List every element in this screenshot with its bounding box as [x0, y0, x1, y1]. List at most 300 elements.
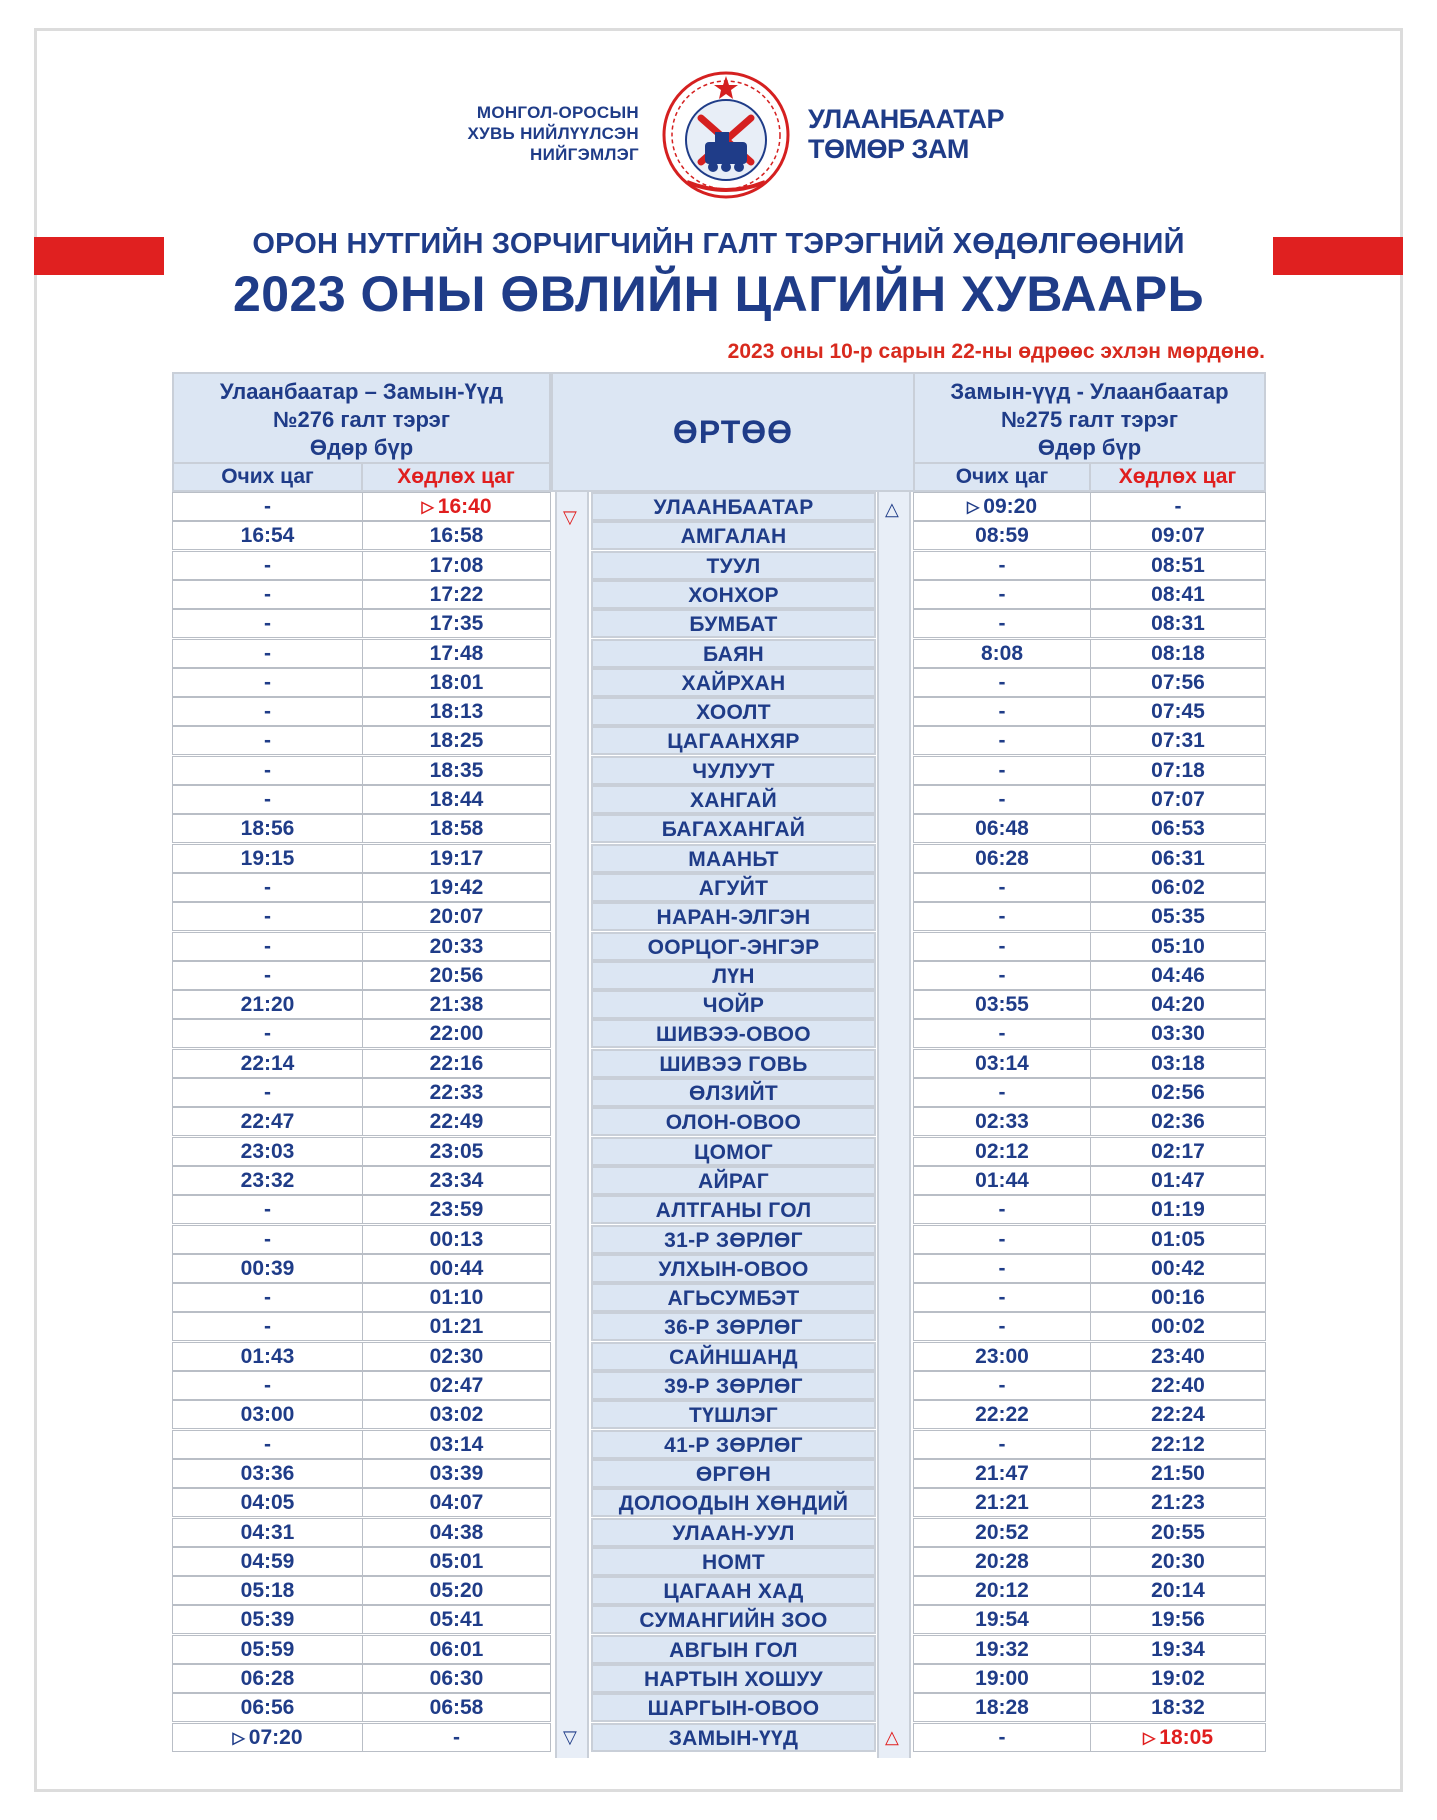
cell-text: 06:01 [429, 1637, 484, 1661]
right-depart-cell [1090, 1312, 1266, 1341]
cell-text: 02:30 [429, 1344, 484, 1368]
right-train-frequency: Өдөр бүр [1037, 435, 1142, 460]
left-depart-header: Хөдлөх цаг [361, 462, 551, 492]
right-depart-cell [1090, 726, 1266, 755]
cell-text: 22:16 [429, 1051, 484, 1075]
station-name-cell [591, 1400, 876, 1429]
cell-text: 23:03 [240, 1139, 295, 1163]
left-depart-cell [362, 756, 551, 785]
cell-text: 06:31 [1151, 846, 1205, 870]
left-depart-cell [362, 1225, 551, 1254]
cell-text: 06:58 [429, 1696, 484, 1720]
right-depart-cell [1090, 1459, 1266, 1488]
table-row [0, 1488, 1437, 1517]
right-arrive-cell [913, 873, 1091, 902]
station-name-cell [591, 1635, 876, 1664]
left-depart-cell [362, 1693, 551, 1722]
cell-text: - [998, 612, 1006, 636]
right-depart-cell [1090, 1400, 1266, 1429]
cell-text: 02:17 [1151, 1139, 1205, 1163]
cell-text: 19:17 [429, 846, 484, 870]
station-name-cell [591, 1518, 876, 1547]
left-depart-cell [362, 1518, 551, 1547]
right-depart-cell [1090, 697, 1266, 726]
table-row [0, 1576, 1437, 1605]
cell-text: 08:59 [975, 524, 1029, 548]
cell-text: ЧОЙР [702, 994, 765, 1018]
left-arrive-cell [172, 1137, 363, 1166]
cell-text: 03:30 [1151, 1022, 1205, 1046]
right-depart-cell [1090, 1225, 1266, 1254]
flag-pointer-icon: ▷ [232, 1729, 245, 1747]
right-arrive-cell [913, 1635, 1091, 1664]
cell-text: 01:21 [429, 1315, 484, 1339]
right-arrive-cell [913, 1254, 1091, 1283]
cell-text: 02:47 [429, 1374, 484, 1397]
org-right-name [808, 104, 1004, 164]
cell-text: ӨЛЗИЙТ [688, 1082, 779, 1105]
cell-text: - [998, 1286, 1006, 1310]
left-arrive-cell [172, 1312, 363, 1341]
left-train-frequency: Өдөр бүр [309, 435, 414, 460]
cell-text: 07:31 [1151, 729, 1205, 753]
cell-text: 18:05 [1159, 1725, 1214, 1749]
cell-text: - [264, 788, 271, 811]
cell-text: 23:00 [975, 1344, 1029, 1368]
right-arrive-cell [913, 785, 1091, 814]
right-depart-cell [1090, 844, 1266, 873]
cell-text: 18:25 [429, 729, 484, 753]
cell-text: - [998, 934, 1006, 958]
station-name-cell [591, 1166, 876, 1195]
left-arrive-cell [172, 1283, 363, 1312]
cell-text: НАРАН-ЭЛГЭН [656, 906, 811, 930]
right-arrive-cell [913, 1664, 1091, 1693]
right-arrive-cell [913, 756, 1091, 785]
right-arrive-cell [913, 1430, 1091, 1459]
org-left-line-2: ХУВЬ НИЙЛҮҮЛСЭН [467, 124, 639, 143]
cell-text: АГЬСУМБЭТ [667, 1287, 800, 1311]
left-depart-cell [362, 961, 551, 990]
right-depart-cell [1090, 492, 1266, 521]
cell-text: 19:56 [1151, 1608, 1205, 1632]
right-arrive-cell [913, 844, 1091, 873]
right-arrive-cell [913, 1137, 1091, 1166]
right-depart-cell [1090, 814, 1266, 843]
org-right-line-2: ТӨМӨР ЗАМ [808, 134, 969, 164]
left-arrive-cell [172, 1225, 363, 1254]
right-depart-cell [1090, 1342, 1266, 1371]
cell-text: - [998, 1432, 1006, 1456]
station-name-cell [591, 1254, 876, 1283]
cell-text: БУМБАТ [689, 613, 778, 637]
cell-text: 01:47 [1151, 1168, 1205, 1192]
left-arrive-cell [172, 726, 363, 755]
right-depart-cell [1090, 1547, 1266, 1576]
org-left-line-3: НИЙГЭМЛЭГ [530, 145, 639, 164]
railway-emblem-icon [661, 70, 791, 200]
cell-text: - [998, 963, 1006, 987]
cell-text: 20:12 [975, 1579, 1029, 1603]
left-arrive-cell [172, 668, 363, 697]
cell-text: АВГЫН ГОЛ [669, 1638, 798, 1662]
cell-text: 19:15 [240, 846, 295, 870]
right-depart-header: Хөдлөх цаг [1089, 462, 1266, 492]
right-depart-cell [1090, 785, 1266, 814]
table-row [0, 961, 1437, 990]
left-depart-cell [362, 1605, 551, 1634]
cell-text: - [998, 1022, 1006, 1046]
cell-text: АМГАЛАН [680, 525, 787, 549]
left-depart-cell [362, 609, 551, 638]
cell-text: 02:33 [975, 1110, 1029, 1134]
table-row [0, 609, 1437, 638]
cell-text: 41-Р ЗӨРЛӨГ [664, 1433, 803, 1457]
right-train-number: №275 галт тэрэг [1001, 407, 1178, 432]
cell-text: ЧУЛУУТ [692, 759, 775, 783]
right-arrive-cell [913, 1693, 1091, 1722]
right-depart-cell [1090, 873, 1266, 902]
right-train-route: Замын-үүд - Улаанбаатар [950, 379, 1229, 404]
left-depart-cell [362, 551, 551, 580]
left-arrive-cell [172, 1664, 363, 1693]
left-arrive-cell [172, 580, 363, 609]
cell-text: 09:20 [983, 495, 1038, 518]
left-arrive-cell [172, 990, 363, 1019]
right-depart-cell [1090, 932, 1266, 961]
left-arrive-cell [172, 1078, 363, 1107]
cell-text: 16:58 [429, 524, 484, 548]
arrow-down-icon: ▽ [563, 1727, 577, 1747]
left-depart-cell [362, 492, 551, 521]
right-depart-cell [1090, 1078, 1266, 1107]
arrow-up-icon: △ [885, 1727, 899, 1747]
cell-text: 04:07 [429, 1491, 484, 1515]
cell-text: 05:10 [1151, 934, 1205, 958]
right-depart-cell [1090, 1107, 1266, 1136]
cell-text: 04:05 [240, 1491, 295, 1515]
cell-text: 23:59 [429, 1198, 484, 1222]
right-arrive-cell [913, 814, 1091, 843]
station-name-cell [591, 990, 876, 1019]
station-name-cell [591, 697, 876, 726]
cell-text: 20:07 [429, 905, 484, 929]
cell-text: 23:34 [429, 1168, 484, 1192]
cell-text: 04:46 [1151, 963, 1205, 987]
table-row [0, 1400, 1437, 1429]
cell-text: 04:59 [240, 1549, 295, 1573]
effective-date-note: 2023 оны 10-р сарын 22-ны өдрөөс эхлэн мөрдөнө. [727, 340, 1265, 363]
header [0, 70, 1437, 200]
cell-text: 07:56 [1151, 670, 1205, 694]
table-row [0, 668, 1437, 697]
cell-text: 20:14 [1151, 1579, 1205, 1603]
left-arrive-cell [172, 1107, 363, 1136]
cell-text: - [264, 905, 271, 929]
cell-text: 18:32 [1151, 1696, 1205, 1720]
cell-text: - [998, 729, 1006, 753]
cell-text: 20:30 [1151, 1549, 1205, 1573]
right-arrive-cell [913, 1225, 1091, 1254]
cell-text: 03:14 [975, 1051, 1029, 1075]
table-row [0, 639, 1437, 668]
left-depart-cell [362, 1459, 551, 1488]
cell-text: 19:32 [975, 1637, 1029, 1661]
left-train-header [172, 372, 551, 464]
right-depart-cell [1090, 1664, 1266, 1693]
cell-text: АЛТГАНЫ ГОЛ [655, 1199, 812, 1223]
cell-text: 20:28 [975, 1549, 1029, 1573]
right-arrive-cell [913, 726, 1091, 755]
cell-text: 03:36 [240, 1461, 295, 1485]
cell-text: ОЛОН-ОВОО [665, 1111, 802, 1135]
cell-text: 08:18 [1151, 641, 1205, 665]
cell-text: - [998, 1227, 1006, 1251]
station-header: ӨРТӨӨ [551, 372, 915, 492]
left-arrive-cell [172, 492, 363, 521]
right-train-header [913, 372, 1266, 464]
left-depart-cell [362, 1107, 551, 1136]
cell-text: 05:39 [240, 1608, 295, 1632]
cell-text: ЦАГААНХЯР [667, 730, 800, 754]
cell-text: - [264, 758, 271, 782]
cell-text: 19:02 [1151, 1667, 1205, 1690]
cell-text: 05:59 [240, 1637, 295, 1661]
cell-text: ЦАГААН ХАД [663, 1580, 804, 1604]
cell-text: - [998, 788, 1006, 811]
cell-text: - [998, 1725, 1006, 1749]
cell-text: 06:28 [975, 846, 1029, 870]
right-arrive-cell [913, 580, 1091, 609]
left-depart-cell [362, 1576, 551, 1605]
station-name-cell [591, 609, 876, 638]
right-arrive-cell [913, 1576, 1091, 1605]
station-name-cell [591, 814, 876, 843]
right-arrive-cell [913, 1312, 1091, 1341]
right-arrive-cell [913, 1488, 1091, 1517]
arrow-down-icon: ▽ [563, 507, 577, 527]
table-row [0, 902, 1437, 931]
cell-text: 21:47 [975, 1461, 1029, 1485]
cell-text: 21:38 [429, 993, 484, 1017]
station-name-cell [591, 1576, 876, 1605]
left-depart-cell [362, 1430, 551, 1459]
right-depart-cell [1090, 961, 1266, 990]
station-name-cell [591, 1488, 876, 1517]
cell-text: - [998, 1315, 1006, 1339]
cell-text: - [264, 1022, 271, 1046]
table-row [0, 990, 1437, 1019]
cell-text: - [264, 934, 271, 958]
flag-pointer-icon: ▷ [421, 499, 434, 516]
station-name-cell [591, 1430, 876, 1459]
cell-text: 18:35 [429, 758, 484, 782]
cell-text: - [264, 1198, 271, 1222]
table-row [0, 785, 1437, 814]
cell-text: - [264, 729, 271, 753]
station-name-cell [591, 1312, 876, 1341]
table-row [0, 1107, 1437, 1136]
cell-text: - [998, 875, 1006, 899]
cell-text: ШАРГЫН-ОВОО [647, 1697, 820, 1721]
cell-text: - [264, 875, 271, 899]
right-depart-cell [1090, 1371, 1266, 1400]
cell-text: 19:42 [429, 875, 484, 899]
cell-text: 06:02 [1151, 875, 1205, 899]
cell-text: 21:21 [975, 1491, 1029, 1515]
right-depart-cell [1090, 521, 1266, 550]
cell-text: ООРЦОГ-ЭНГЭР [647, 935, 820, 959]
station-name-cell [591, 1019, 876, 1048]
left-arrive-cell [172, 1723, 363, 1752]
cell-text: - [264, 612, 271, 636]
cell-text: 21:20 [240, 993, 295, 1017]
right-arrive-cell [913, 1518, 1091, 1547]
cell-text: - [998, 758, 1006, 782]
right-arrive-cell [913, 1195, 1091, 1224]
cell-text: 07:18 [1151, 758, 1205, 782]
left-arrive-cell [172, 1019, 363, 1048]
cell-text: 06:48 [975, 817, 1029, 841]
table-row [0, 1225, 1437, 1254]
table-row [0, 1430, 1437, 1459]
table-row [0, 1342, 1437, 1371]
right-depart-cell [1090, 639, 1266, 668]
left-depart-cell [362, 1312, 551, 1341]
cell-text: ХОНХОР [688, 583, 779, 607]
left-arrive-cell [172, 697, 363, 726]
cell-text: 00:39 [240, 1256, 295, 1280]
left-arrive-cell [172, 1488, 363, 1517]
cell-text: 20:55 [1151, 1520, 1205, 1544]
cell-text: 18:13 [429, 700, 484, 724]
cell-text: 08:51 [1151, 553, 1205, 577]
cell-text: 16:54 [240, 524, 295, 548]
table-row [0, 1049, 1437, 1078]
cell-text: 01:44 [975, 1168, 1029, 1192]
cell-text: УЛААН-УУЛ [672, 1521, 795, 1545]
station-name-cell [591, 961, 876, 990]
table-row [0, 1371, 1437, 1400]
right-arrive-cell [913, 1019, 1091, 1048]
cell-text: 18:56 [240, 817, 295, 841]
right-arrive-cell [913, 521, 1091, 550]
cell-text: - [998, 905, 1006, 929]
station-name-cell [591, 521, 876, 550]
cell-text: 18:58 [429, 817, 484, 841]
table-row [0, 1459, 1437, 1488]
cell-text: 22:33 [429, 1081, 484, 1104]
left-arrive-cell [172, 551, 363, 580]
cell-text: БАЯН [703, 642, 764, 666]
table-row [0, 1518, 1437, 1547]
table-row [0, 1547, 1437, 1576]
cell-text: ХАНГАЙ [690, 789, 777, 812]
cell-text: 05:35 [1151, 905, 1205, 929]
table-row [0, 873, 1437, 902]
station-name-cell [591, 1605, 876, 1634]
left-arrive-cell [172, 1342, 363, 1371]
right-depart-cell [1090, 1488, 1266, 1517]
cell-text: 06:53 [1151, 817, 1205, 841]
cell-text: - [264, 1432, 271, 1456]
cell-text: 36-Р ЗӨРЛӨГ [664, 1316, 803, 1340]
left-arrive-cell [172, 932, 363, 961]
station-name-cell [591, 580, 876, 609]
station-name-cell [591, 1459, 876, 1488]
station-name-cell [591, 1547, 876, 1576]
station-name-cell [591, 1078, 876, 1107]
right-depart-cell [1090, 1254, 1266, 1283]
cell-text: АЙРАГ [698, 1169, 769, 1193]
right-depart-cell [1090, 1723, 1266, 1752]
cell-text: 04:31 [240, 1520, 295, 1544]
left-depart-cell [362, 668, 551, 697]
cell-text: 8:08 [980, 641, 1024, 665]
right-arrive-cell [913, 1166, 1091, 1195]
cell-text: 21:50 [1151, 1461, 1205, 1485]
right-arrive-cell [913, 492, 1091, 521]
cell-text: 17:22 [429, 582, 484, 606]
cell-text: 02:56 [1151, 1081, 1205, 1104]
cell-text: 08:31 [1151, 612, 1205, 636]
cell-text: 22:24 [1151, 1403, 1205, 1427]
cell-text: ШИВЭЭ-ОВОО [656, 1023, 811, 1047]
right-arrive-cell [913, 961, 1091, 990]
left-arrive-cell [172, 844, 363, 873]
right-depart-cell [1090, 551, 1266, 580]
right-arrive-header: Очих цаг [913, 462, 1091, 492]
cell-text: 22:49 [429, 1110, 484, 1134]
flag-pointer-icon: ▷ [966, 499, 980, 516]
table-row [0, 1723, 1437, 1752]
cell-text: МААНЬТ [688, 847, 779, 871]
station-name-cell [591, 551, 876, 580]
cell-text: - [998, 670, 1006, 694]
left-depart-cell [362, 844, 551, 873]
right-arrive-cell [913, 1605, 1091, 1634]
cell-text: 17:35 [429, 612, 484, 636]
cell-text: ШИВЭЭ ГОВЬ [659, 1052, 808, 1076]
cell-text: - [998, 1256, 1006, 1280]
left-arrive-cell [172, 1400, 363, 1429]
station-name-cell [591, 1371, 876, 1400]
cell-text: 00:16 [1151, 1286, 1205, 1310]
right-depart-cell [1090, 1195, 1266, 1224]
cell-text: 03:55 [975, 993, 1029, 1017]
cell-text: - [998, 582, 1006, 606]
cell-text: БАГАХАНГАЙ [661, 818, 806, 842]
right-arrive-cell [913, 551, 1091, 580]
left-depart-cell [362, 814, 551, 843]
cell-text: - [264, 553, 271, 577]
table-row [0, 1078, 1437, 1107]
right-depart-cell [1090, 1576, 1266, 1605]
cell-text: 22:40 [1151, 1374, 1205, 1397]
station-name-cell [591, 492, 876, 521]
cell-text: 19:54 [975, 1608, 1029, 1632]
cell-text: 01:05 [1151, 1227, 1205, 1251]
cell-text: УЛААНБААТАР [653, 496, 814, 519]
cell-text: 22:12 [1151, 1432, 1205, 1456]
table-row [0, 844, 1437, 873]
cell-text: - [264, 1374, 271, 1397]
table-row [0, 726, 1437, 755]
right-depart-cell [1090, 668, 1266, 697]
left-depart-cell [362, 1195, 551, 1224]
left-arrive-cell [172, 1693, 363, 1722]
org-right-line-1: УЛААНБААТАР [808, 104, 1005, 134]
